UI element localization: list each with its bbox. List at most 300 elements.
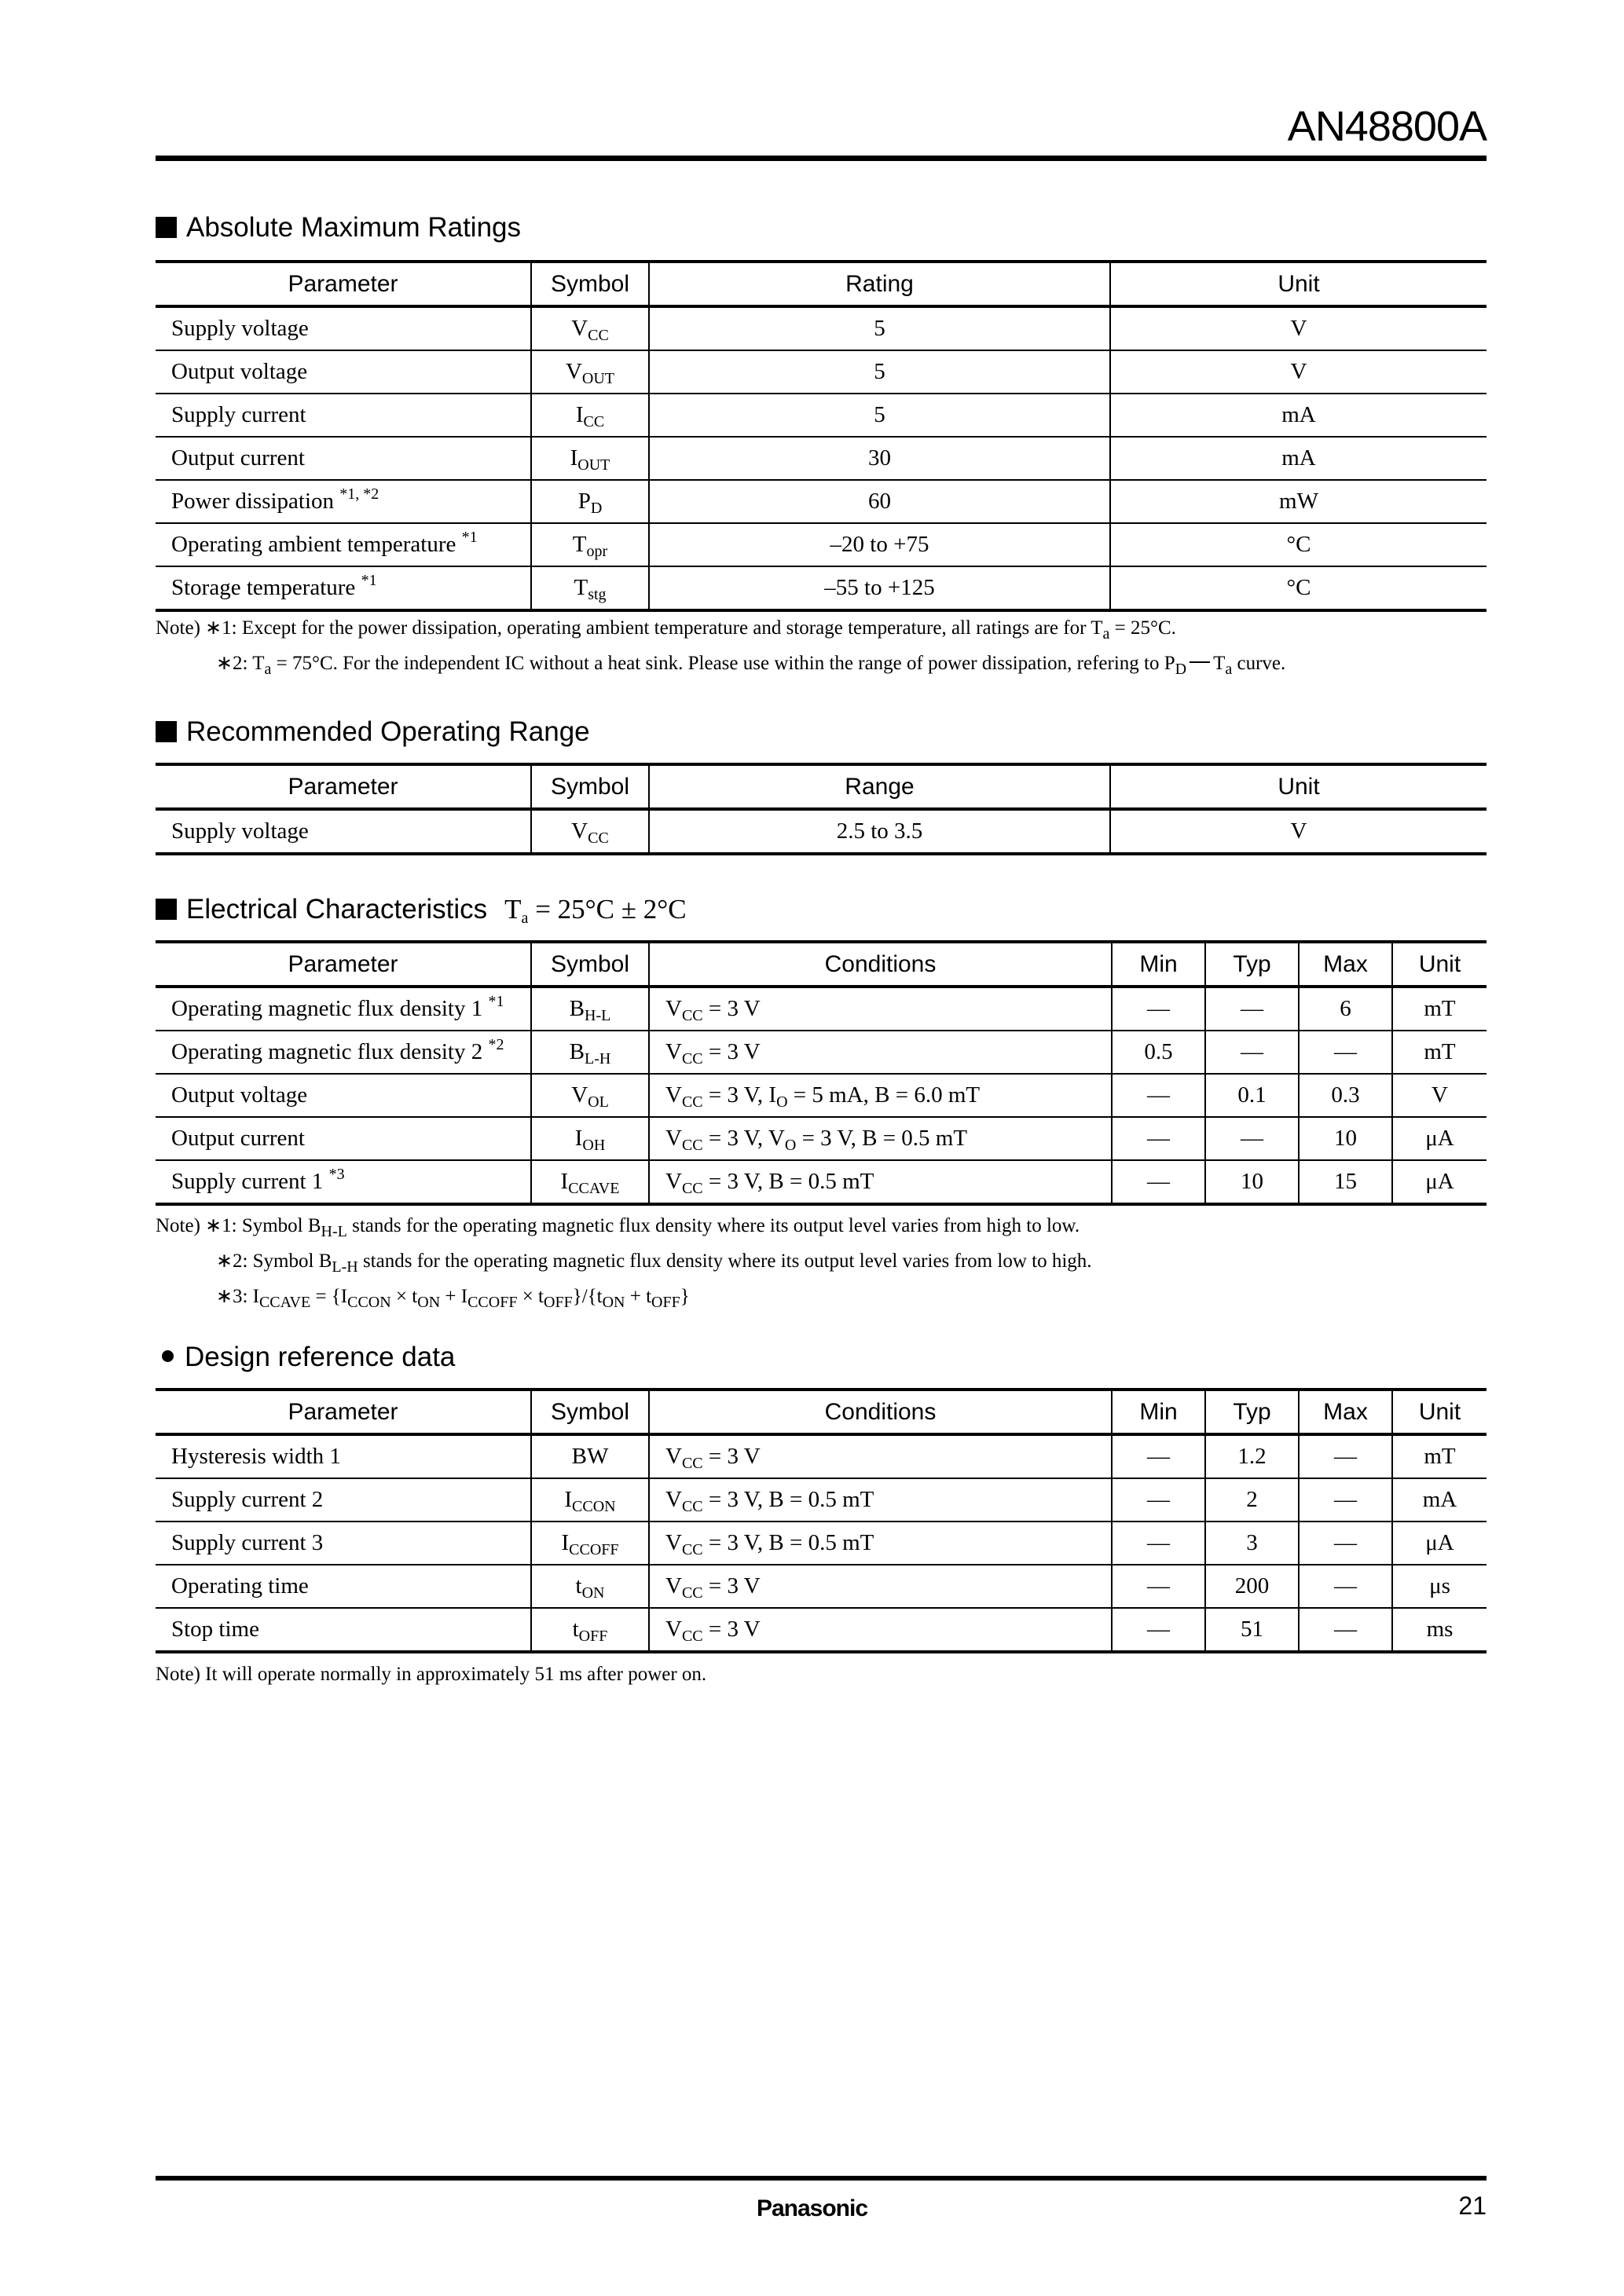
col-header: Range <box>649 764 1110 809</box>
max-cell: 15 <box>1299 1160 1392 1204</box>
col-header: Conditions <box>649 942 1112 987</box>
note-text: curve. <box>1232 653 1286 674</box>
min-cell: — <box>1112 987 1205 1031</box>
max-cell: — <box>1299 1478 1392 1522</box>
note-sub: a <box>1102 625 1110 643</box>
condition-sub: CC <box>681 1137 703 1154</box>
symbol-main: I <box>560 1169 569 1194</box>
condition-text: = 3 V <box>702 996 761 1021</box>
symbol-cell <box>531 1608 649 1652</box>
typ-cell: — <box>1205 987 1299 1031</box>
unit-cell: mA <box>1110 437 1487 480</box>
table-row <box>156 809 1487 854</box>
symbol-sub: CCOFF <box>569 1541 619 1558</box>
unit-cell: V <box>1110 306 1487 350</box>
max-cell: 6 <box>1299 987 1392 1031</box>
table-row <box>156 1608 1487 1652</box>
elec-condition <box>504 894 686 925</box>
param-text: Output current <box>171 445 305 471</box>
value-cell: –55 to +125 <box>649 566 1110 610</box>
table-header-row <box>156 942 1487 987</box>
abs-max-title <box>156 212 521 244</box>
symbol-main: BW <box>571 1444 609 1469</box>
param-cell <box>156 809 531 854</box>
symbol-sub: OUT <box>581 370 615 387</box>
param-text: Supply voltage <box>171 818 309 844</box>
unit-cell: μs <box>1392 1565 1487 1608</box>
note-text: + t <box>625 1286 652 1307</box>
note-sub: a <box>264 661 272 678</box>
symbol-cell <box>531 523 649 566</box>
condition-text: = 3 V, V <box>702 1126 785 1151</box>
table-row <box>156 480 1487 523</box>
col-header: Symbol <box>531 1390 649 1434</box>
elec-title <box>156 894 687 925</box>
param-text: Output current <box>171 1126 305 1151</box>
condition-cell <box>649 1031 1112 1074</box>
param-cell <box>156 523 531 566</box>
note-text: = 25°C. <box>1109 617 1176 639</box>
symbol-sub: ON <box>581 1584 605 1602</box>
value-cell: –20 to +75 <box>649 523 1110 566</box>
typ-cell: 2 <box>1205 1478 1299 1522</box>
max-cell: — <box>1299 1522 1392 1565</box>
param-text: Operating ambient temperature <box>171 532 456 557</box>
condition-sub: CC <box>681 1455 703 1472</box>
col-header: Unit <box>1110 764 1487 809</box>
elec-title-text: Electrical Characteristics <box>186 894 488 925</box>
condition-sub: CC <box>681 1628 703 1645</box>
col-header: Unit <box>1392 942 1487 987</box>
condition-cell <box>649 1478 1112 1522</box>
symbol-sub: OFF <box>578 1628 608 1645</box>
unit-cell: mT <box>1392 1031 1487 1074</box>
symbol-sub: D <box>590 500 603 517</box>
symbol-cell <box>531 566 649 610</box>
unit-cell: V <box>1110 350 1487 394</box>
symbol-cell <box>531 987 649 1031</box>
table-row <box>156 437 1487 480</box>
condition-sub: CC <box>681 1541 703 1558</box>
design-title-text: Design reference data <box>185 1342 456 1372</box>
condition-text: V <box>665 1487 682 1512</box>
symbol-sub: stg <box>588 586 607 603</box>
unit-cell: °C <box>1110 566 1487 610</box>
note-sub: CCON <box>347 1294 391 1311</box>
note-sub: ON <box>417 1294 441 1311</box>
col-header: Unit <box>1392 1390 1487 1434</box>
symbol-cell <box>531 1565 649 1608</box>
table-header-row <box>156 764 1487 809</box>
note-sub: H-L <box>321 1223 347 1240</box>
note-line <box>156 1208 1487 1243</box>
col-header: Symbol <box>531 764 649 809</box>
table-header-row <box>156 262 1487 306</box>
design-table <box>156 1388 1487 1653</box>
col-header: Parameter <box>156 262 531 306</box>
note-sub: CCOFF <box>467 1294 518 1311</box>
condition-cell <box>649 1160 1112 1204</box>
param-cell <box>156 1565 531 1608</box>
symbol-main: B <box>569 996 585 1021</box>
condition-text: V <box>665 1169 682 1194</box>
min-cell: 0.5 <box>1112 1031 1205 1074</box>
col-header: Parameter <box>156 1390 531 1434</box>
symbol-main: V <box>571 1082 588 1108</box>
symbol-cell <box>531 1434 649 1478</box>
col-header: Symbol <box>531 262 649 306</box>
symbol-cell <box>531 306 649 350</box>
max-cell: — <box>1299 1565 1392 1608</box>
symbol-main: t <box>575 1573 582 1598</box>
table-row <box>156 1434 1487 1478</box>
table-row <box>156 350 1487 394</box>
param-cell <box>156 394 531 437</box>
condition-text: = 3 V, B = 0.5 mT <box>702 1169 874 1194</box>
unit-cell: ms <box>1392 1608 1487 1652</box>
elec-cond-t: T <box>504 894 522 925</box>
param-cell <box>156 480 531 523</box>
unit-cell: mA <box>1110 394 1487 437</box>
condition-cell <box>649 1074 1112 1117</box>
col-header: Unit <box>1110 262 1487 306</box>
param-cell <box>156 350 531 394</box>
param-cell <box>156 306 531 350</box>
rec-op-table <box>156 763 1487 855</box>
elec-cond-sub: a <box>521 910 529 927</box>
condition-text: = 3 V, I <box>702 1082 777 1108</box>
col-header: Parameter <box>156 942 531 987</box>
param-cell <box>156 1074 531 1117</box>
note-sub: OFF <box>651 1294 680 1311</box>
col-header: Symbol <box>531 942 649 987</box>
condition-text: = 5 mA, B = 6.0 mT <box>787 1082 981 1108</box>
table-row <box>156 566 1487 610</box>
note-text: } <box>680 1286 690 1307</box>
note-text: + I <box>440 1286 468 1307</box>
footnote-ref: *1, *2 <box>339 485 379 503</box>
table-row <box>156 1522 1487 1565</box>
param-cell <box>156 987 531 1031</box>
symbol-main: I <box>564 1487 573 1512</box>
param-text: Supply current 2 <box>171 1487 324 1512</box>
condition-text: = 3 V <box>702 1444 761 1469</box>
col-header: Typ <box>1205 1390 1299 1434</box>
typ-cell: 51 <box>1205 1608 1299 1652</box>
symbol-cell <box>531 1522 649 1565</box>
param-cell <box>156 1031 531 1074</box>
page-number: 21 <box>1458 2192 1487 2220</box>
condition-text: V <box>665 1039 682 1064</box>
min-cell: — <box>1112 1608 1205 1652</box>
symbol-sub: L-H <box>585 1050 611 1067</box>
note-sub: OFF <box>544 1294 573 1311</box>
condition-sub: CC <box>681 1050 703 1067</box>
condition-text: = 3 V <box>702 1617 761 1642</box>
min-cell: — <box>1112 1478 1205 1522</box>
dash-icon <box>1190 661 1210 663</box>
condition-text: V <box>665 1126 682 1151</box>
abs-max-notes <box>156 610 1487 681</box>
condition-text: = 3 V <box>702 1573 761 1598</box>
param-text: Supply current 3 <box>171 1530 324 1555</box>
col-header: Max <box>1299 942 1392 987</box>
symbol-main: P <box>577 489 591 514</box>
elec-table <box>156 940 1487 1206</box>
note-text: Note) ∗1: Symbol B <box>156 1215 321 1236</box>
value-cell: 5 <box>649 394 1110 437</box>
table-row <box>156 1031 1487 1074</box>
section-square-icon <box>156 217 177 238</box>
col-header: Typ <box>1205 942 1299 987</box>
condition-text: V <box>665 1082 682 1108</box>
condition-text: = 3 V <box>702 1039 761 1064</box>
symbol-sub: opr <box>586 543 608 560</box>
value-cell: 60 <box>649 480 1110 523</box>
param-cell <box>156 1117 531 1160</box>
design-title <box>156 1342 455 1373</box>
elec-notes <box>156 1208 1487 1314</box>
param-text: Operating time <box>171 1573 309 1598</box>
footer-rule <box>156 2176 1487 2181</box>
condition-cell <box>649 1608 1112 1652</box>
footnote-ref: *1 <box>361 572 377 589</box>
value-cell: 5 <box>649 306 1110 350</box>
note-sub: L-H <box>332 1258 358 1276</box>
unit-cell: μA <box>1392 1117 1487 1160</box>
col-header: Conditions <box>649 1390 1112 1434</box>
symbol-sub: CC <box>583 413 605 430</box>
value-cell: 30 <box>649 437 1110 480</box>
param-text: Operating magnetic flux density 1 <box>171 996 483 1021</box>
param-cell <box>156 1160 531 1204</box>
condition-text: V <box>665 1617 682 1642</box>
symbol-main: I <box>570 445 578 471</box>
param-text: Stop time <box>171 1617 259 1642</box>
table-row <box>156 1478 1487 1522</box>
rec-op-title <box>156 716 590 748</box>
min-cell: — <box>1112 1117 1205 1160</box>
symbol-sub: CC <box>588 829 609 847</box>
footnote-ref: *1 <box>488 993 504 1010</box>
symbol-cell <box>531 1478 649 1522</box>
param-text: Output voltage <box>171 1082 308 1108</box>
table-row <box>156 1117 1487 1160</box>
max-cell: — <box>1299 1031 1392 1074</box>
elec-cond-tail: = 25°C ± 2°C <box>528 894 687 925</box>
param-text: Supply voltage <box>171 316 309 341</box>
note-sub: D <box>1175 661 1187 678</box>
typ-cell: 3 <box>1205 1522 1299 1565</box>
symbol-main: I <box>561 1530 570 1555</box>
symbol-main: t <box>572 1617 579 1642</box>
param-text: Supply current 1 <box>171 1169 324 1194</box>
symbol-main: V <box>565 359 582 384</box>
typ-cell: — <box>1205 1117 1299 1160</box>
condition-cell <box>649 1565 1112 1608</box>
condition-sub: CC <box>681 1180 703 1197</box>
note-sub: CCAVE <box>258 1294 311 1311</box>
condition-text: V <box>665 1573 682 1598</box>
note-text: × t <box>390 1286 418 1307</box>
note-text: ∗3: I <box>216 1286 259 1307</box>
table-row <box>156 394 1487 437</box>
condition-text: V <box>665 1444 682 1469</box>
condition-sub: CC <box>681 1007 703 1024</box>
note-line <box>156 610 1487 646</box>
note-sub: ON <box>602 1294 625 1311</box>
typ-cell: — <box>1205 1031 1299 1074</box>
table-row <box>156 1565 1487 1608</box>
footnote-ref: *1 <box>461 529 478 546</box>
max-cell: 0.3 <box>1299 1074 1392 1117</box>
unit-cell: °C <box>1110 523 1487 566</box>
symbol-cell <box>531 1117 649 1160</box>
max-cell: 10 <box>1299 1117 1392 1160</box>
condition-text: = 3 V, B = 0.5 mT <box>702 1487 874 1512</box>
col-header: Parameter <box>156 764 531 809</box>
symbol-sub: H-L <box>585 1007 611 1024</box>
footnote-ref: *3 <box>328 1166 345 1183</box>
note-text: = 75°C. For the independent IC without a heat sink. Please use within the range of power dissipation, refering to P <box>271 653 1175 674</box>
symbol-cell <box>531 394 649 437</box>
param-text: Operating magnetic flux density 2 <box>171 1039 483 1064</box>
symbol-sub: CCAVE <box>568 1180 620 1197</box>
condition-text: = 3 V, B = 0.5 mT <box>796 1126 968 1151</box>
note-text: T <box>1213 653 1226 674</box>
condition-text: = 3 V, B = 0.5 mT <box>702 1530 874 1555</box>
symbol-cell <box>531 350 649 394</box>
note-sub: a <box>1225 661 1233 678</box>
symbol-main: B <box>569 1039 585 1064</box>
table-row <box>156 306 1487 350</box>
min-cell: — <box>1112 1434 1205 1478</box>
max-cell: — <box>1299 1434 1392 1478</box>
abs-max-title-text: Absolute Maximum Ratings <box>186 212 521 243</box>
param-cell <box>156 1478 531 1522</box>
condition-text: V <box>665 996 682 1021</box>
section-square-icon <box>156 899 177 920</box>
min-cell: — <box>1112 1565 1205 1608</box>
unit-cell: μA <box>1392 1522 1487 1565</box>
note-text: }/{t <box>572 1286 603 1307</box>
bullet-icon <box>162 1350 174 1362</box>
typ-cell: 1.2 <box>1205 1434 1299 1478</box>
condition-cell <box>649 1434 1112 1478</box>
symbol-sub: CC <box>588 327 609 344</box>
part-number: AN48800A <box>1287 103 1487 150</box>
note-text: ∗2: T <box>216 653 265 674</box>
unit-cell: V <box>1110 809 1487 854</box>
header-rule <box>156 156 1487 161</box>
param-cell <box>156 1608 531 1652</box>
symbol-sub: OH <box>582 1137 606 1154</box>
design-notes <box>156 1657 1487 1692</box>
condition-sub: O <box>784 1137 797 1154</box>
max-cell: — <box>1299 1608 1392 1652</box>
table-row <box>156 523 1487 566</box>
unit-cell: mW <box>1110 480 1487 523</box>
brand-logo: Panasonic <box>756 2195 868 2221</box>
unit-cell: mA <box>1392 1478 1487 1522</box>
symbol-sub: OL <box>588 1093 609 1111</box>
symbol-cell <box>531 480 649 523</box>
min-cell: — <box>1112 1160 1205 1204</box>
param-cell <box>156 437 531 480</box>
typ-cell: 200 <box>1205 1565 1299 1608</box>
condition-sub: CC <box>681 1584 703 1602</box>
symbol-sub: OUT <box>577 456 610 474</box>
param-text: Storage temperature <box>171 575 356 600</box>
condition-sub: CC <box>681 1498 703 1515</box>
symbol-main: I <box>574 1126 583 1151</box>
note-line <box>156 646 1487 681</box>
section-square-icon <box>156 721 177 742</box>
param-text: Supply current <box>171 402 306 427</box>
note-text: stands for the operating magnetic flux density where its output level varies from low to high. <box>357 1251 1092 1272</box>
condition-cell <box>649 1522 1112 1565</box>
condition-cell <box>649 1117 1112 1160</box>
symbol-main: V <box>571 818 588 844</box>
condition-sub: CC <box>681 1093 703 1111</box>
param-cell <box>156 1434 531 1478</box>
note-text: ∗2: Symbol B <box>216 1251 332 1272</box>
typ-cell: 0.1 <box>1205 1074 1299 1117</box>
param-text: Hysteresis width 1 <box>171 1444 341 1469</box>
condition-text: V <box>665 1530 682 1555</box>
table-header-row <box>156 1390 1487 1434</box>
symbol-cell <box>531 1160 649 1204</box>
unit-cell: mT <box>1392 1434 1487 1478</box>
col-header: Min <box>1112 942 1205 987</box>
param-cell <box>156 566 531 610</box>
note-text: × t <box>517 1286 544 1307</box>
unit-cell: V <box>1392 1074 1487 1117</box>
param-text: Power dissipation <box>171 489 335 514</box>
note-line: Note) It will operate normally in approximately 51 ms after power on. <box>156 1664 707 1685</box>
table-row <box>156 1160 1487 1204</box>
unit-cell: mT <box>1392 987 1487 1031</box>
rec-op-title-text: Recommended Operating Range <box>186 716 590 747</box>
symbol-cell <box>531 1074 649 1117</box>
symbol-sub: CCON <box>572 1498 616 1515</box>
typ-cell: 10 <box>1205 1160 1299 1204</box>
symbol-main: I <box>575 402 584 427</box>
col-header: Min <box>1112 1390 1205 1434</box>
param-cell <box>156 1522 531 1565</box>
note-line <box>156 1243 1487 1279</box>
note-text: stands for the operating magnetic flux density where its output level varies from high to low. <box>346 1215 1080 1236</box>
symbol-main: T <box>572 532 587 557</box>
footnote-ref: *2 <box>488 1036 504 1053</box>
note-line <box>156 1279 1487 1314</box>
symbol-main: V <box>571 316 588 341</box>
param-text: Output voltage <box>171 359 308 384</box>
note-text: Note) ∗1: Except for the power dissipation, operating ambient temperature and storage temperature, all ratings are for T <box>156 617 1103 639</box>
table-row <box>156 1074 1487 1117</box>
min-cell: — <box>1112 1522 1205 1565</box>
abs-max-table <box>156 260 1487 612</box>
col-header: Max <box>1299 1390 1392 1434</box>
unit-cell: μA <box>1392 1160 1487 1204</box>
symbol-cell <box>531 809 649 854</box>
symbol-main: T <box>574 575 588 600</box>
min-cell: — <box>1112 1074 1205 1117</box>
condition-cell <box>649 987 1112 1031</box>
condition-sub: O <box>776 1093 788 1111</box>
symbol-cell <box>531 437 649 480</box>
value-cell: 2.5 to 3.5 <box>649 809 1110 854</box>
